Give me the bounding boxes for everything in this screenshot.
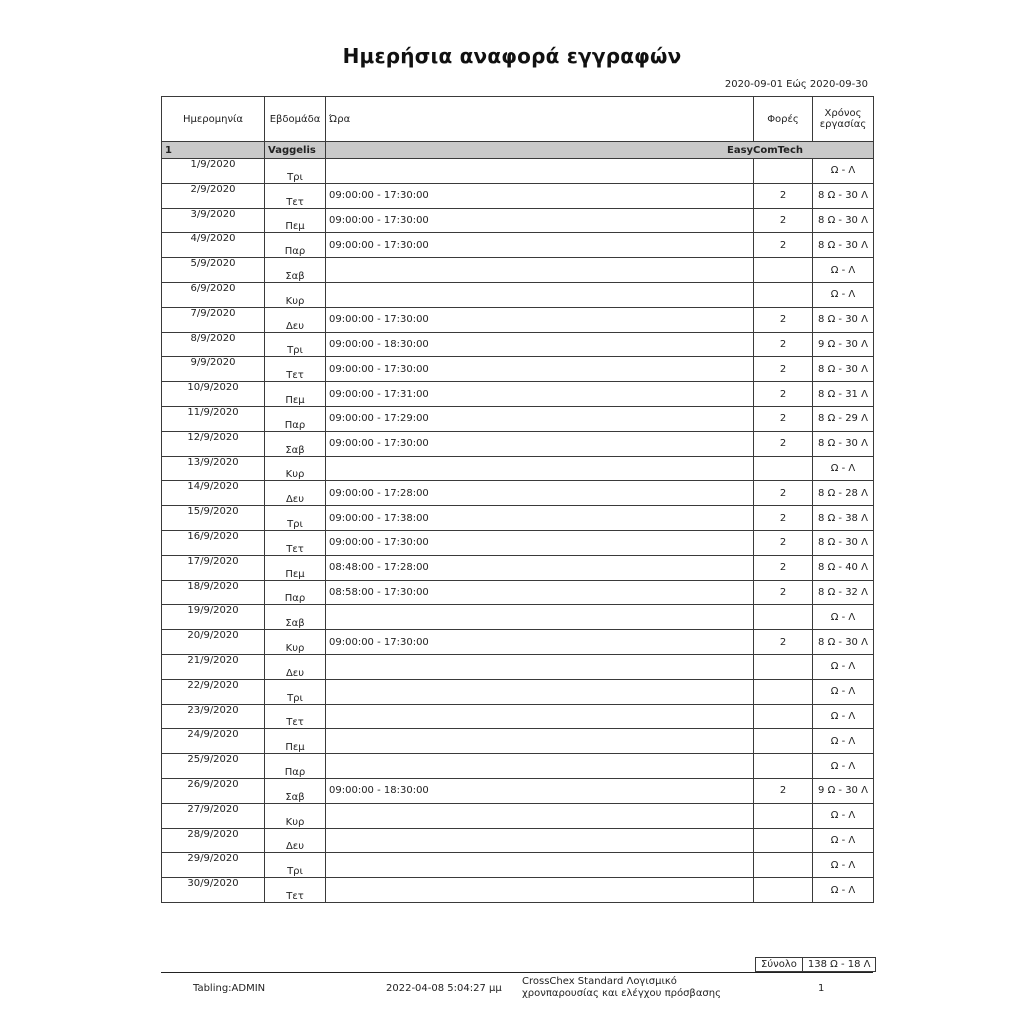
row-day: Κυρ	[265, 630, 326, 655]
row-date: 26/9/2020	[162, 778, 265, 803]
row-time: 08:48:00 - 17:28:00	[326, 555, 754, 580]
row-date: 23/9/2020	[162, 704, 265, 729]
row-day: Πεμ	[265, 555, 326, 580]
row-date: 30/9/2020	[162, 878, 265, 903]
table-row	[162, 778, 874, 803]
row-time	[326, 853, 754, 878]
row-work-time: 8 Ω - 28 Λ	[813, 481, 874, 506]
row-work-time: Ω - Λ	[813, 282, 874, 307]
row-work-time: 9 Ω - 30 Λ	[813, 332, 874, 357]
row-time	[326, 828, 754, 853]
row-time	[326, 282, 754, 307]
table-row	[162, 729, 874, 754]
row-date: 22/9/2020	[162, 679, 265, 704]
row-day: Τρι	[265, 506, 326, 531]
row-work-time: 8 Ω - 31 Λ	[813, 382, 874, 407]
row-date: 2/9/2020	[162, 183, 265, 208]
row-work-time: 8 Ω - 30 Λ	[813, 630, 874, 655]
row-work-time: 8 Ω - 40 Λ	[813, 555, 874, 580]
table-row	[162, 233, 874, 258]
header-time: Ώρα	[326, 97, 754, 142]
row-date: 12/9/2020	[162, 431, 265, 456]
row-work-time: Ω - Λ	[813, 679, 874, 704]
row-day: Τετ	[265, 357, 326, 382]
row-work-time: 8 Ω - 30 Λ	[813, 530, 874, 555]
row-day: Τετ	[265, 704, 326, 729]
row-time	[326, 704, 754, 729]
row-time: 09:00:00 - 17:30:00	[326, 630, 754, 655]
row-work-time: Ω - Λ	[813, 803, 874, 828]
table-row	[162, 382, 874, 407]
row-time: 09:00:00 - 17:29:00	[326, 406, 754, 431]
table-row	[162, 456, 874, 481]
footer-software-line2: χρονπαρουσίας και ελέγχου πρόσβασης	[522, 988, 721, 999]
footer-page-number: 1	[818, 983, 825, 994]
header-date: Ημερομηνία	[162, 97, 265, 142]
table-row	[162, 481, 874, 506]
table-row	[162, 679, 874, 704]
attendance-table	[161, 96, 874, 903]
table-row	[162, 630, 874, 655]
row-day: Δευ	[265, 481, 326, 506]
row-day: Τρι	[265, 853, 326, 878]
row-day: Σαβ	[265, 258, 326, 283]
row-day: Τρι	[265, 332, 326, 357]
row-time: 09:00:00 - 17:30:00	[326, 431, 754, 456]
row-day: Τρι	[265, 679, 326, 704]
row-count: 2	[754, 778, 813, 803]
row-date: 16/9/2020	[162, 530, 265, 555]
row-date: 17/9/2020	[162, 555, 265, 580]
row-work-time: 8 Ω - 30 Λ	[813, 307, 874, 332]
row-day: Τρι	[265, 159, 326, 184]
row-date: 29/9/2020	[162, 853, 265, 878]
group-employee-name: Vaggelis	[265, 142, 326, 159]
row-date: 24/9/2020	[162, 729, 265, 754]
footer-divider	[161, 972, 873, 973]
row-work-time: Ω - Λ	[813, 605, 874, 630]
table-row	[162, 853, 874, 878]
row-day: Δευ	[265, 828, 326, 853]
row-count: 2	[754, 431, 813, 456]
table-header-row	[162, 97, 874, 142]
row-date: 14/9/2020	[162, 481, 265, 506]
header-count: Φορές	[754, 97, 813, 142]
row-work-time: Ω - Λ	[813, 258, 874, 283]
table-row	[162, 307, 874, 332]
row-date: 8/9/2020	[162, 332, 265, 357]
header-work-line2: εργασίας	[819, 119, 867, 130]
table-row	[162, 530, 874, 555]
table-row	[162, 754, 874, 779]
row-time: 09:00:00 - 17:30:00	[326, 233, 754, 258]
row-time	[326, 679, 754, 704]
row-work-time: Ω - Λ	[813, 654, 874, 679]
row-count	[754, 159, 813, 184]
row-count	[754, 704, 813, 729]
table-row	[162, 183, 874, 208]
row-time	[326, 878, 754, 903]
row-work-time: 8 Ω - 32 Λ	[813, 580, 874, 605]
row-work-time: 8 Ω - 30 Λ	[813, 431, 874, 456]
row-count	[754, 878, 813, 903]
row-date: 27/9/2020	[162, 803, 265, 828]
row-count	[754, 258, 813, 283]
row-time: 09:00:00 - 17:30:00	[326, 530, 754, 555]
group-id: 1	[162, 142, 265, 159]
row-work-time: 8 Ω - 30 Λ	[813, 233, 874, 258]
row-count	[754, 654, 813, 679]
row-count	[754, 456, 813, 481]
row-time	[326, 456, 754, 481]
row-work-time: 8 Ω - 30 Λ	[813, 183, 874, 208]
row-count: 2	[754, 357, 813, 382]
row-work-time: Ω - Λ	[813, 853, 874, 878]
row-day: Κυρ	[265, 456, 326, 481]
total-label: Σύνολο	[755, 957, 803, 972]
row-date: 28/9/2020	[162, 828, 265, 853]
row-count: 2	[754, 406, 813, 431]
row-count: 2	[754, 307, 813, 332]
row-day: Πεμ	[265, 729, 326, 754]
row-work-time: Ω - Λ	[813, 754, 874, 779]
footer-user: Tabling:ADMIN	[193, 983, 266, 994]
row-day: Δευ	[265, 307, 326, 332]
row-count	[754, 282, 813, 307]
row-count	[754, 729, 813, 754]
report-title: Ημερήσια αναφορά εγγραφών	[342, 44, 682, 68]
row-count: 2	[754, 530, 813, 555]
row-count: 2	[754, 555, 813, 580]
row-time	[326, 258, 754, 283]
table-row	[162, 431, 874, 456]
row-work-time: 8 Ω - 30 Λ	[813, 208, 874, 233]
employee-group-row	[162, 142, 874, 159]
row-day: Δευ	[265, 654, 326, 679]
row-day: Παρ	[265, 754, 326, 779]
row-time: 09:00:00 - 17:38:00	[326, 506, 754, 531]
row-count	[754, 754, 813, 779]
row-count	[754, 828, 813, 853]
row-date: 11/9/2020	[162, 406, 265, 431]
row-count: 2	[754, 208, 813, 233]
footer-printed-date: 2022-04-08 5:04:27 μμ	[386, 983, 502, 994]
row-time	[326, 729, 754, 754]
table-row	[162, 332, 874, 357]
row-work-time: Ω - Λ	[813, 704, 874, 729]
row-count: 2	[754, 506, 813, 531]
table-row	[162, 357, 874, 382]
header-work-line1: Χρόνος	[824, 108, 862, 119]
row-day: Τετ	[265, 530, 326, 555]
row-work-time: Ω - Λ	[813, 159, 874, 184]
row-day: Πεμ	[265, 382, 326, 407]
row-date: 4/9/2020	[162, 233, 265, 258]
row-count: 2	[754, 481, 813, 506]
table-row	[162, 580, 874, 605]
table-row	[162, 159, 874, 184]
row-time: 09:00:00 - 17:31:00	[326, 382, 754, 407]
row-day: Σαβ	[265, 605, 326, 630]
table-row	[162, 406, 874, 431]
row-day: Παρ	[265, 233, 326, 258]
row-time: 09:00:00 - 17:30:00	[326, 183, 754, 208]
row-work-time: 9 Ω - 30 Λ	[813, 778, 874, 803]
footer-software	[522, 976, 721, 1000]
header-week: Εβδομάδα	[265, 97, 326, 142]
row-count: 2	[754, 580, 813, 605]
row-time: 09:00:00 - 18:30:00	[326, 332, 754, 357]
table-row	[162, 506, 874, 531]
row-day: Σαβ	[265, 778, 326, 803]
row-work-time: 8 Ω - 38 Λ	[813, 506, 874, 531]
row-day: Πεμ	[265, 208, 326, 233]
table-row	[162, 282, 874, 307]
row-count: 2	[754, 233, 813, 258]
row-time: 09:00:00 - 18:30:00	[326, 778, 754, 803]
row-day: Κυρ	[265, 282, 326, 307]
table-row	[162, 605, 874, 630]
row-count	[754, 853, 813, 878]
row-time: 09:00:00 - 17:28:00	[326, 481, 754, 506]
table-row	[162, 208, 874, 233]
row-work-time: 8 Ω - 30 Λ	[813, 357, 874, 382]
total-summary	[755, 957, 876, 972]
row-time	[326, 754, 754, 779]
row-date: 6/9/2020	[162, 282, 265, 307]
row-date: 7/9/2020	[162, 307, 265, 332]
row-day: Τετ	[265, 183, 326, 208]
row-count: 2	[754, 183, 813, 208]
row-day: Τετ	[265, 878, 326, 903]
row-time: 08:58:00 - 17:30:00	[326, 580, 754, 605]
total-value: 138 Ω - 18 Λ	[803, 957, 877, 972]
row-work-time: Ω - Λ	[813, 878, 874, 903]
table-row	[162, 803, 874, 828]
row-work-time: Ω - Λ	[813, 456, 874, 481]
row-count	[754, 605, 813, 630]
row-date: 10/9/2020	[162, 382, 265, 407]
row-day: Παρ	[265, 406, 326, 431]
table-row	[162, 878, 874, 903]
table-row	[162, 555, 874, 580]
table-row	[162, 654, 874, 679]
row-date: 20/9/2020	[162, 630, 265, 655]
row-date: 5/9/2020	[162, 258, 265, 283]
row-time	[326, 654, 754, 679]
report-date-range: 2020-09-01 Εώς 2020-09-30	[724, 79, 868, 90]
table-row	[162, 258, 874, 283]
header-work-time	[813, 97, 874, 142]
row-time: 09:00:00 - 17:30:00	[326, 307, 754, 332]
row-date: 9/9/2020	[162, 357, 265, 382]
row-date: 15/9/2020	[162, 506, 265, 531]
row-day: Παρ	[265, 580, 326, 605]
row-time	[326, 605, 754, 630]
row-count: 2	[754, 382, 813, 407]
row-date: 1/9/2020	[162, 159, 265, 184]
row-time	[326, 159, 754, 184]
row-work-time: Ω - Λ	[813, 729, 874, 754]
group-company: EasyComTech	[326, 142, 874, 159]
row-date: 19/9/2020	[162, 605, 265, 630]
row-count: 2	[754, 630, 813, 655]
row-date: 13/9/2020	[162, 456, 265, 481]
table-row	[162, 828, 874, 853]
row-date: 18/9/2020	[162, 580, 265, 605]
table-row	[162, 704, 874, 729]
row-day: Κυρ	[265, 803, 326, 828]
row-work-time: Ω - Λ	[813, 828, 874, 853]
row-count: 2	[754, 332, 813, 357]
row-day: Σαβ	[265, 431, 326, 456]
row-work-time: 8 Ω - 29 Λ	[813, 406, 874, 431]
row-date: 21/9/2020	[162, 654, 265, 679]
footer-software-line1: CrossChex Standard Λογισμικό	[522, 976, 677, 987]
row-time	[326, 803, 754, 828]
row-date: 3/9/2020	[162, 208, 265, 233]
row-date: 25/9/2020	[162, 754, 265, 779]
row-time: 09:00:00 - 17:30:00	[326, 208, 754, 233]
row-time: 09:00:00 - 17:30:00	[326, 357, 754, 382]
row-count	[754, 679, 813, 704]
row-count	[754, 803, 813, 828]
